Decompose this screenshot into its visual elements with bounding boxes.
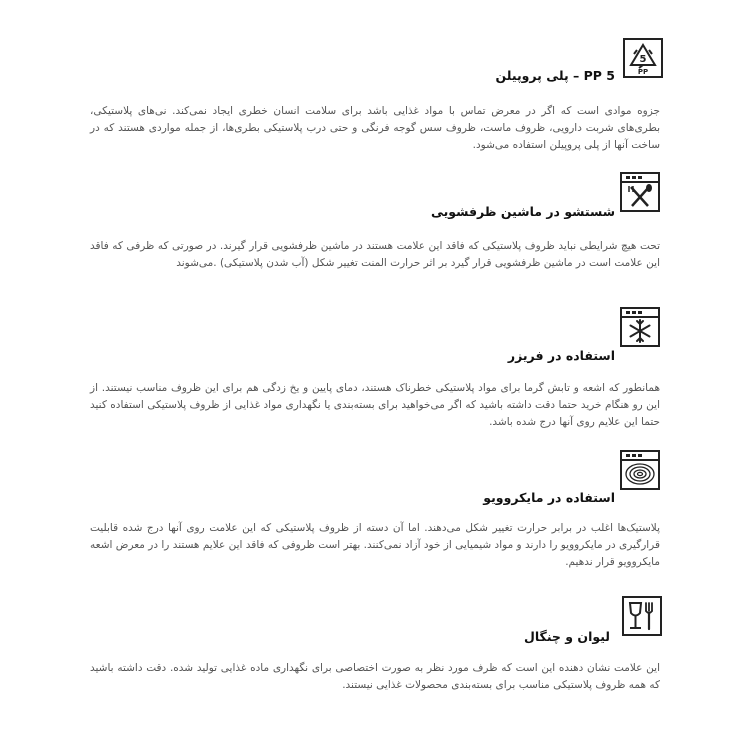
recycle-pp-5-icon	[623, 38, 663, 78]
section-text: تحت هیچ شرایطی نباید ظروف پلاستیکی که فاقد این علامت هستند در ماشین ظرفشویی قرار گیرند. در صورتی که ظرفی که فاقد این علامت است در ماشین ظرفشویی قرار گیرد بر اثر حرارت المنت تغییر شکل (آب شدن پلاستیکی) .می‌شوند	[90, 240, 660, 269]
section-text: همانطور که اشعه و تابش گرما برای مواد پلاستیکی خطرناک هستند، دمای پایین و یخ زدگی هم برای این ظروف مناسب نیستند. از این رو هنگام خرید حتما دقت داشته باشید که اگر می‌خواهید برای بسته‌بندی یا نگهداری مواد غذایی از ظروف پلاستیکی استفاده کنید حتما این علایم روی آنها درج شده باشد.	[90, 382, 660, 428]
section-title: PP 5 – پلی پروپیلن	[495, 68, 615, 83]
section-title: استفاده در مایکروویو	[483, 490, 615, 505]
section-title: استفاده در فریزر	[507, 348, 615, 363]
section-title: لیوان و چنگال	[524, 629, 610, 644]
microwave-safe-icon	[620, 450, 660, 490]
dishwasher-safe-icon	[620, 172, 660, 212]
section-title: شستشو در ماشین ظرفشویی	[430, 204, 615, 219]
recycle-code: 5	[639, 54, 647, 65]
food-safe-glass-fork-icon	[622, 596, 662, 636]
freezer-safe-icon	[620, 307, 660, 347]
section-text: پلاستیک‌ها اغلب در برابر حرارت تغییر شکل می‌دهند. اما آن دسته از ظروف پلاستیکی که این علامت روی آنها درج شده قابلیت قرارگیری در مایکروویو را دارند و مواد شیمیایی از خود آزاد نمی‌کنند. بهتر است ظروفی که فاقد این علایم هستند را در معرض اشعه مایکروویو قرار ندهیم.	[90, 522, 660, 568]
section-text: جزوه موادی است که اگر در معرض تماس با مواد غذایی باشد برای سلامت انسان خطری ایجاد نمی‌کند. نی‌های پلاستیکی، بطری‌های شربت دارویی، ظروف ماست، ظروف سس گوجه فرنگی و حتی درب پلاستیکی بطری‌ها، از جمله مواردی هستند که در ساخت آنها از پلی پروپیلن استفاده می‌شود.	[90, 105, 660, 151]
section-text: این علامت نشان دهنده این است که ظرف مورد نظر به صورت اختصاصی برای نگهداری ماده غذایی تولید شده. دقت داشته باشید که همه ظروف پلاستیکی مناسب برای بسته‌بندی محصولات غذایی نیستند.	[90, 662, 660, 691]
recycle-label: PP	[637, 68, 649, 76]
